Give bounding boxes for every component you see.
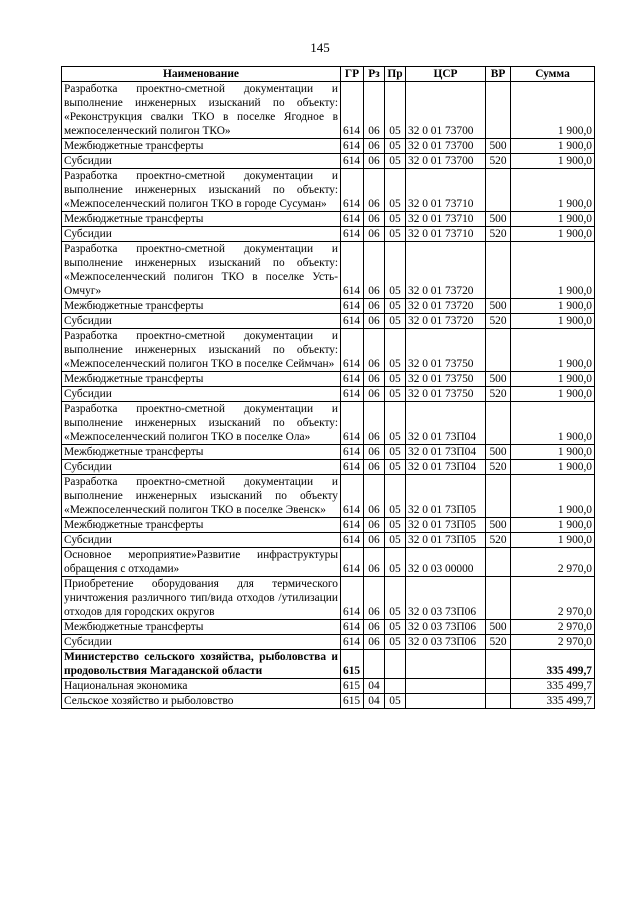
cell-sum: 1 900,0 (511, 154, 595, 169)
cell-vr: 500 (486, 518, 511, 533)
cell-csr: 32 0 01 73П05 (406, 518, 486, 533)
cell-name: Межбюджетные трансферты (62, 518, 341, 533)
cell-csr: 32 0 01 73710 (406, 227, 486, 242)
cell-rz: 06 (364, 329, 385, 372)
cell-rz: 06 (364, 139, 385, 154)
cell-sum: 1 900,0 (511, 387, 595, 402)
cell-pr: 05 (385, 227, 406, 242)
header-gr: ГР (341, 67, 364, 82)
cell-gr: 614 (341, 402, 364, 445)
table-row (62, 139, 595, 154)
cell-name: Разработка проектно-сметной документации и выполнение инженерных изысканий по объекту: «Межпоселенческий полигон ТКО в поселке Сеймчан» (62, 329, 341, 372)
table-row (62, 227, 595, 242)
cell-name: Субсидии (62, 533, 341, 548)
cell-name: Субсидии (62, 227, 341, 242)
cell-gr: 614 (341, 242, 364, 299)
cell-csr: 32 0 01 73П04 (406, 402, 486, 445)
table-row (62, 650, 595, 679)
cell-gr: 614 (341, 372, 364, 387)
cell-pr: 05 (385, 577, 406, 620)
cell-csr: 32 0 01 73750 (406, 387, 486, 402)
table-row (62, 242, 595, 299)
table-row (62, 387, 595, 402)
cell-rz: 06 (364, 518, 385, 533)
cell-name: Межбюджетные трансферты (62, 372, 341, 387)
cell-csr (406, 694, 486, 709)
cell-name: Межбюджетные трансферты (62, 445, 341, 460)
table-row (62, 635, 595, 650)
cell-rz: 06 (364, 635, 385, 650)
table-row (62, 475, 595, 518)
cell-name: Сельское хозяйство и рыболовство (62, 694, 341, 709)
cell-vr: 500 (486, 445, 511, 460)
cell-csr: 32 0 01 73720 (406, 314, 486, 329)
cell-vr (486, 242, 511, 299)
cell-csr: 32 0 01 73П05 (406, 533, 486, 548)
header-vr: ВР (486, 67, 511, 82)
cell-csr (406, 650, 486, 679)
cell-pr: 05 (385, 387, 406, 402)
cell-rz: 06 (364, 533, 385, 548)
cell-sum: 1 900,0 (511, 139, 595, 154)
cell-rz: 06 (364, 299, 385, 314)
cell-gr: 614 (341, 475, 364, 518)
cell-pr: 05 (385, 694, 406, 709)
cell-rz: 06 (364, 620, 385, 635)
cell-csr: 32 0 01 73720 (406, 242, 486, 299)
cell-name: Межбюджетные трансферты (62, 620, 341, 635)
cell-rz: 06 (364, 475, 385, 518)
cell-pr: 05 (385, 518, 406, 533)
cell-vr (486, 650, 511, 679)
cell-rz: 06 (364, 577, 385, 620)
cell-vr: 500 (486, 212, 511, 227)
cell-rz (364, 650, 385, 679)
cell-csr: 32 0 01 73720 (406, 299, 486, 314)
cell-name: Субсидии (62, 387, 341, 402)
cell-pr: 05 (385, 169, 406, 212)
cell-sum: 1 900,0 (511, 475, 595, 518)
cell-rz: 06 (364, 169, 385, 212)
cell-vr: 520 (486, 635, 511, 650)
cell-vr (486, 402, 511, 445)
cell-rz: 06 (364, 314, 385, 329)
cell-sum: 2 970,0 (511, 620, 595, 635)
table-row (62, 694, 595, 709)
cell-sum: 1 900,0 (511, 402, 595, 445)
table-row (62, 212, 595, 227)
cell-name: Межбюджетные трансферты (62, 212, 341, 227)
cell-gr: 615 (341, 679, 364, 694)
cell-pr: 05 (385, 154, 406, 169)
cell-pr: 05 (385, 533, 406, 548)
cell-vr (486, 679, 511, 694)
cell-gr: 614 (341, 314, 364, 329)
cell-sum: 335 499,7 (511, 679, 595, 694)
cell-pr (385, 650, 406, 679)
cell-vr: 500 (486, 299, 511, 314)
cell-sum: 1 900,0 (511, 445, 595, 460)
table-row (62, 445, 595, 460)
table-row (62, 518, 595, 533)
cell-vr (486, 82, 511, 139)
cell-vr (486, 694, 511, 709)
cell-vr: 500 (486, 139, 511, 154)
cell-name: Основное мероприятие»Развитие инфраструктуры обращения с отходами» (62, 548, 341, 577)
cell-rz: 06 (364, 82, 385, 139)
cell-gr: 614 (341, 577, 364, 620)
cell-gr: 614 (341, 387, 364, 402)
cell-sum: 1 900,0 (511, 212, 595, 227)
header-csr: ЦСР (406, 67, 486, 82)
cell-name: Разработка проектно-сметной документации и выполнение инженерных изысканий по объекту: «Межпоселенческий полигон ТКО в поселке Ола» (62, 402, 341, 445)
cell-gr: 614 (341, 635, 364, 650)
cell-sum: 2 970,0 (511, 548, 595, 577)
cell-name: Субсидии (62, 635, 341, 650)
cell-sum: 1 900,0 (511, 169, 595, 212)
table-row (62, 154, 595, 169)
cell-pr: 05 (385, 314, 406, 329)
cell-pr: 05 (385, 548, 406, 577)
cell-csr: 32 0 01 73750 (406, 372, 486, 387)
cell-gr: 614 (341, 329, 364, 372)
cell-pr: 05 (385, 635, 406, 650)
cell-pr: 05 (385, 212, 406, 227)
cell-csr: 32 0 01 73700 (406, 139, 486, 154)
cell-name: Национальная экономика (62, 679, 341, 694)
header-pr: Пр (385, 67, 406, 82)
page-number: 145 (310, 40, 330, 55)
cell-sum: 1 900,0 (511, 533, 595, 548)
cell-vr: 520 (486, 227, 511, 242)
cell-rz: 06 (364, 402, 385, 445)
cell-rz: 06 (364, 372, 385, 387)
cell-gr: 614 (341, 299, 364, 314)
cell-sum: 2 970,0 (511, 635, 595, 650)
cell-rz: 06 (364, 445, 385, 460)
cell-pr: 05 (385, 329, 406, 372)
cell-rz: 06 (364, 387, 385, 402)
cell-csr: 32 0 03 00000 (406, 548, 486, 577)
cell-gr: 614 (341, 445, 364, 460)
cell-rz: 06 (364, 548, 385, 577)
cell-name: Приобретение оборудования для термического уничтожения различного тип/вида отходов /утилизации отходов для городских округов (62, 577, 341, 620)
cell-gr: 614 (341, 139, 364, 154)
table-row (62, 299, 595, 314)
cell-gr: 614 (341, 169, 364, 212)
cell-sum: 1 900,0 (511, 227, 595, 242)
cell-sum: 1 900,0 (511, 329, 595, 372)
table-row (62, 548, 595, 577)
cell-pr: 05 (385, 139, 406, 154)
cell-sum: 1 900,0 (511, 460, 595, 475)
cell-vr (486, 475, 511, 518)
cell-vr: 520 (486, 314, 511, 329)
cell-pr: 05 (385, 242, 406, 299)
cell-name: Министерство сельского хозяйства, рыболовства и продовольствия Магаданской области (62, 650, 341, 679)
table-body (62, 82, 595, 709)
budget-table (61, 66, 595, 709)
cell-pr: 05 (385, 82, 406, 139)
cell-pr: 05 (385, 620, 406, 635)
cell-sum: 1 900,0 (511, 518, 595, 533)
cell-vr (486, 329, 511, 372)
cell-vr (486, 169, 511, 212)
cell-gr: 614 (341, 518, 364, 533)
table-row (62, 533, 595, 548)
cell-gr: 614 (341, 82, 364, 139)
cell-pr: 05 (385, 402, 406, 445)
cell-gr: 614 (341, 620, 364, 635)
cell-sum: 335 499,7 (511, 650, 595, 679)
cell-rz: 06 (364, 212, 385, 227)
table-row (62, 372, 595, 387)
cell-csr: 32 0 01 73П05 (406, 475, 486, 518)
cell-csr: 32 0 01 73700 (406, 82, 486, 139)
cell-gr: 614 (341, 212, 364, 227)
table-row (62, 314, 595, 329)
cell-sum: 335 499,7 (511, 694, 595, 709)
cell-vr (486, 548, 511, 577)
cell-gr: 614 (341, 154, 364, 169)
cell-gr: 614 (341, 548, 364, 577)
cell-name: Разработка проектно-сметной документации и выполнение инженерных изысканий по объекту: «Межпоселенческий полигон ТКО в городе Сусуман» (62, 169, 341, 212)
table-row (62, 620, 595, 635)
cell-sum: 1 900,0 (511, 242, 595, 299)
cell-vr: 500 (486, 620, 511, 635)
cell-csr: 32 0 03 73П06 (406, 577, 486, 620)
cell-vr: 520 (486, 154, 511, 169)
cell-name: Межбюджетные трансферты (62, 299, 341, 314)
cell-pr: 05 (385, 372, 406, 387)
table-row (62, 402, 595, 445)
cell-rz: 04 (364, 694, 385, 709)
cell-csr: 32 0 01 73П04 (406, 460, 486, 475)
cell-gr: 614 (341, 227, 364, 242)
header-sum: Сумма (511, 67, 595, 82)
cell-vr (486, 577, 511, 620)
cell-name: Субсидии (62, 460, 341, 475)
header-name: Наименование (62, 67, 341, 82)
cell-name: Разработка проектно-сметной документации и выполнение инженерных изысканий по объекту: «Реконструкция свалки ТКО в поселке Ягодное в межпоселенческий полигон ТКО» (62, 82, 341, 139)
cell-pr (385, 679, 406, 694)
cell-rz: 06 (364, 460, 385, 475)
cell-rz: 04 (364, 679, 385, 694)
cell-gr: 614 (341, 533, 364, 548)
cell-csr: 32 0 01 73750 (406, 329, 486, 372)
table-row (62, 577, 595, 620)
table-row (62, 460, 595, 475)
cell-csr: 32 0 01 73П04 (406, 445, 486, 460)
cell-name: Субсидии (62, 314, 341, 329)
cell-gr: 615 (341, 694, 364, 709)
table-row (62, 169, 595, 212)
cell-sum: 2 970,0 (511, 577, 595, 620)
cell-name: Разработка проектно-сметной документации и выполнение инженерных изысканий по объекту: «Межпоселенческий полигон ТКО в поселке Усть-Омчуг» (62, 242, 341, 299)
cell-name: Разработка проектно-сметной документации и выполнение инженерных изысканий по объекту «Межпоселенческий полигон ТКО в поселке Эвенск» (62, 475, 341, 518)
cell-csr (406, 679, 486, 694)
cell-rz: 06 (364, 242, 385, 299)
header-rz: Рз (364, 67, 385, 82)
cell-name: Субсидии (62, 154, 341, 169)
header-row (62, 67, 595, 82)
cell-vr: 520 (486, 387, 511, 402)
cell-rz: 06 (364, 154, 385, 169)
cell-name: Межбюджетные трансферты (62, 139, 341, 154)
cell-pr: 05 (385, 445, 406, 460)
cell-csr: 32 0 03 73П06 (406, 620, 486, 635)
cell-pr: 05 (385, 299, 406, 314)
cell-rz: 06 (364, 227, 385, 242)
cell-sum: 1 900,0 (511, 372, 595, 387)
cell-pr: 05 (385, 460, 406, 475)
cell-vr: 500 (486, 372, 511, 387)
cell-gr: 614 (341, 460, 364, 475)
cell-gr: 615 (341, 650, 364, 679)
cell-sum: 1 900,0 (511, 82, 595, 139)
cell-csr: 32 0 01 73700 (406, 154, 486, 169)
cell-csr: 32 0 01 73710 (406, 169, 486, 212)
cell-sum: 1 900,0 (511, 314, 595, 329)
table-row (62, 82, 595, 139)
cell-pr: 05 (385, 475, 406, 518)
cell-csr: 32 0 03 73П06 (406, 635, 486, 650)
cell-sum: 1 900,0 (511, 299, 595, 314)
table-row (62, 329, 595, 372)
table-row (62, 679, 595, 694)
cell-vr: 520 (486, 533, 511, 548)
cell-vr: 520 (486, 460, 511, 475)
cell-csr: 32 0 01 73710 (406, 212, 486, 227)
